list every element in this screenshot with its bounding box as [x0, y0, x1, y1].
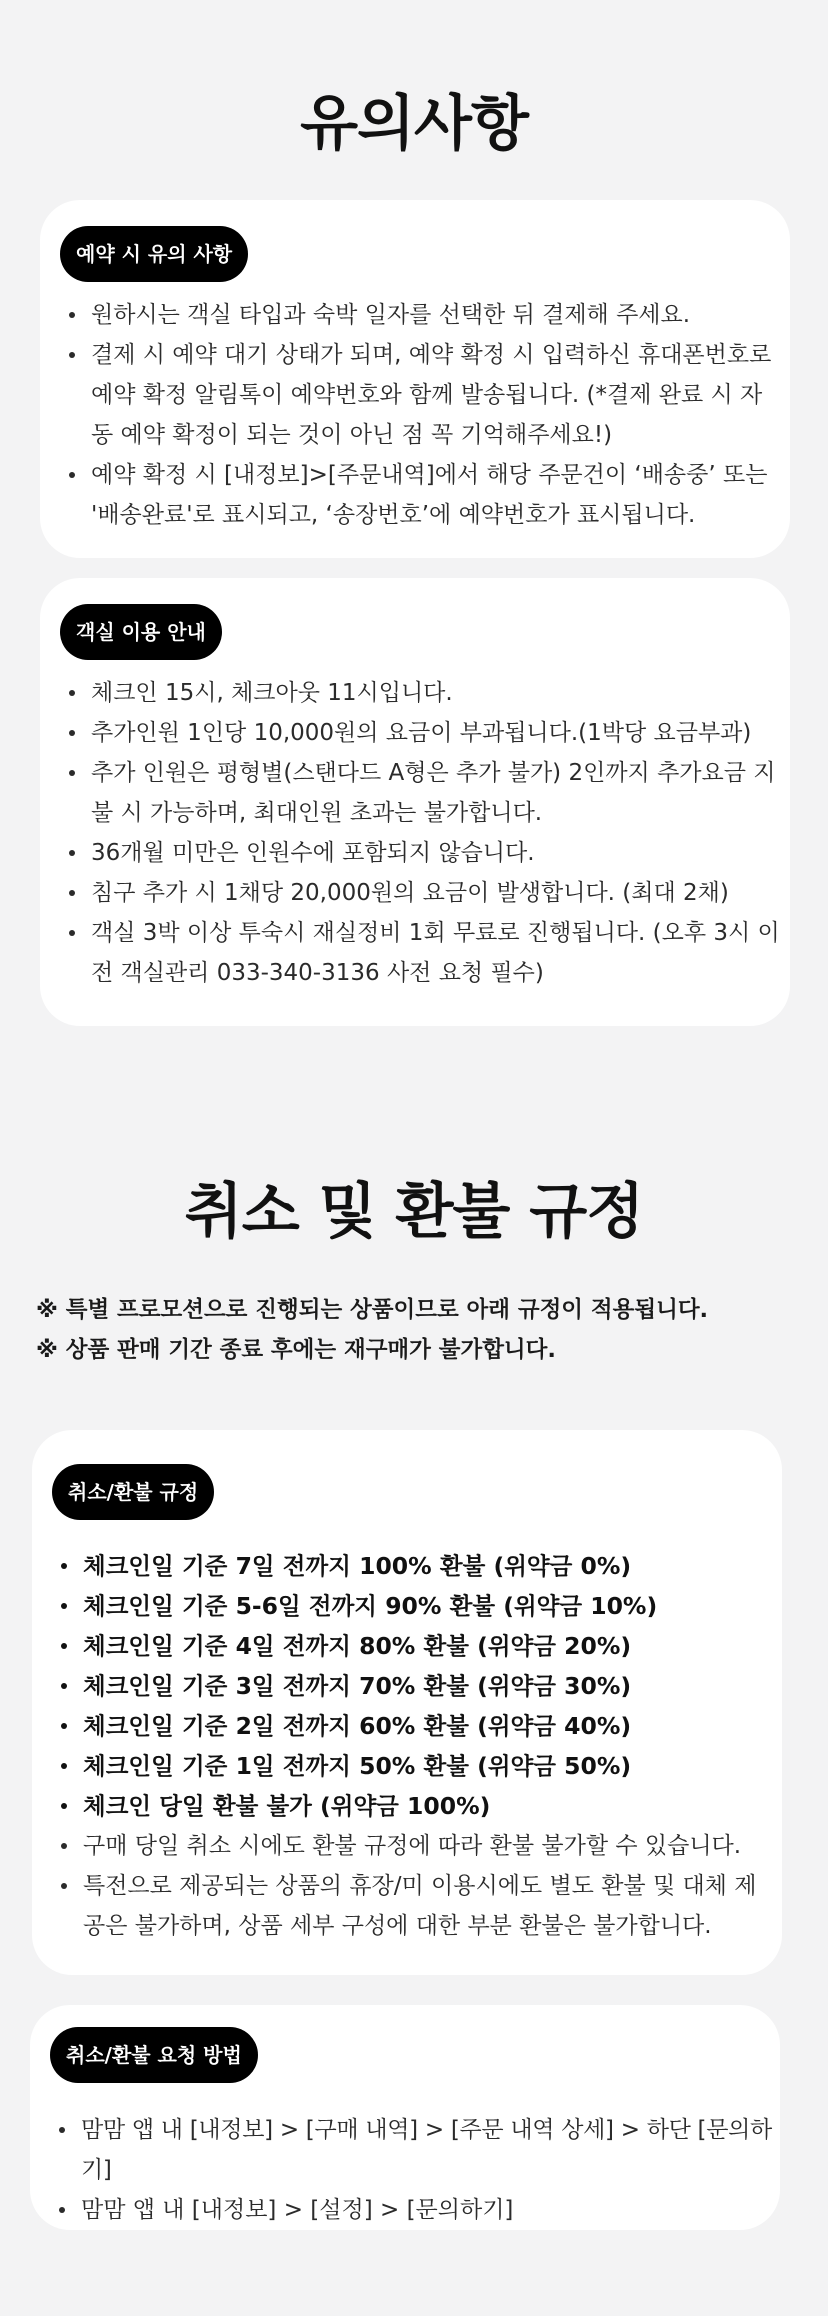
- refund-policy-card: [32, 1430, 782, 1975]
- room-guide-card: [40, 578, 790, 1026]
- room-guide-list: [62, 673, 782, 993]
- list-item: 원하시는 객실 타입과 숙박 일자를 선택한 뒤 결제해 주세요.: [62, 295, 782, 335]
- refund-rule-item: 체크인일 기준 7일 전까지 100% 환불 (위약금 0%): [54, 1546, 776, 1586]
- booking-notice-card: [40, 200, 790, 558]
- refund-request-card: [30, 2005, 780, 2230]
- list-item: 추가 인원은 평형별(스탠다드 A형은 추가 불가) 2인까지 추가요금 지불 시 가능하며, 최대인원 초과는 불가합니다.: [62, 753, 782, 833]
- refund-policy-label: 취소/환불 규정: [52, 1464, 214, 1520]
- room-guide-label: 객실 이용 안내: [60, 604, 222, 660]
- list-item: 맘맘 앱 내 [내정보] > [설정] > [문의하기]: [52, 2190, 780, 2230]
- precautions-title: 유의사항: [300, 89, 528, 159]
- refund-rule-item: 체크인일 기준 2일 전까지 60% 환불 (위약금 40%): [54, 1706, 776, 1746]
- list-item: 체크인 15시, 체크아웃 11시입니다.: [62, 673, 782, 713]
- list-item: 객실 3박 이상 투숙시 재실정비 1회 무료로 진행됩니다. (오후 3시 이전 객실관리 033-340-3136 사전 요청 필수): [62, 913, 782, 993]
- booking-notice-list: [62, 295, 782, 535]
- refund-request-list: [52, 2110, 780, 2230]
- refund-rule-item: 체크인일 기준 1일 전까지 50% 환불 (위약금 50%): [54, 1746, 776, 1786]
- refund-rule-item: 체크인일 기준 4일 전까지 80% 환불 (위약금 20%): [54, 1626, 776, 1666]
- refund-rule-item: 체크인 당일 환불 불가 (위약금 100%): [54, 1786, 776, 1826]
- notice-repurchase: ※ 상품 판매 기간 종료 후에는 재구매가 불가합니다.: [36, 1337, 556, 1363]
- refund-rule-item: 체크인일 기준 3일 전까지 70% 환불 (위약금 30%): [54, 1666, 776, 1706]
- list-item: 추가인원 1인당 10,000원의 요금이 부과됩니다.(1박당 요금부과): [62, 713, 782, 753]
- list-item: 구매 당일 취소 시에도 환불 규정에 따라 환불 불가할 수 있습니다.: [54, 1826, 776, 1866]
- notice-promotion: ※ 특별 프로모션으로 진행되는 상품이므로 아래 규정이 적용됩니다.: [36, 1297, 709, 1323]
- list-item: 결제 시 예약 대기 상태가 되며, 예약 확정 시 입력하신 휴대폰번호로 예약 확정 알림톡이 예약번호와 함께 발송됩니다. (*결제 완료 시 자동 예약 확정이 되는 것이 아닌 점 꼭 기억해주세요!): [62, 335, 782, 455]
- refund-rule-item: 체크인일 기준 5-6일 전까지 90% 환불 (위약금 10%): [54, 1586, 776, 1626]
- list-item: 침구 추가 시 1채당 20,000원의 요금이 발생합니다. (최대 2채): [62, 873, 782, 913]
- list-item: 예약 확정 시 [내정보]>[주문내역]에서 해당 주문건이 ‘배송중’ 또는 '배송완료'로 표시되고, ‘송장번호’에 예약번호가 표시됩니다.: [62, 455, 782, 535]
- list-item: 맘맘 앱 내 [내정보] > [구매 내역] > [주문 내역 상세] > 하단 [문의하기]: [52, 2110, 780, 2190]
- refund-request-label: 취소/환불 요청 방법: [50, 2027, 258, 2083]
- refund-policy-list: [54, 1546, 776, 1946]
- list-item: 36개월 미만은 인원수에 포함되지 않습니다.: [62, 833, 782, 873]
- booking-notice-label: 예약 시 유의 사항: [60, 226, 248, 282]
- list-item: 특전으로 제공되는 상품의 휴장/미 이용시에도 별도 환불 및 대체 제공은 불가하며, 상품 세부 구성에 대한 부분 환불은 불가합니다.: [54, 1866, 776, 1946]
- cancellation-title: 취소 및 환불 규정: [184, 1177, 644, 1247]
